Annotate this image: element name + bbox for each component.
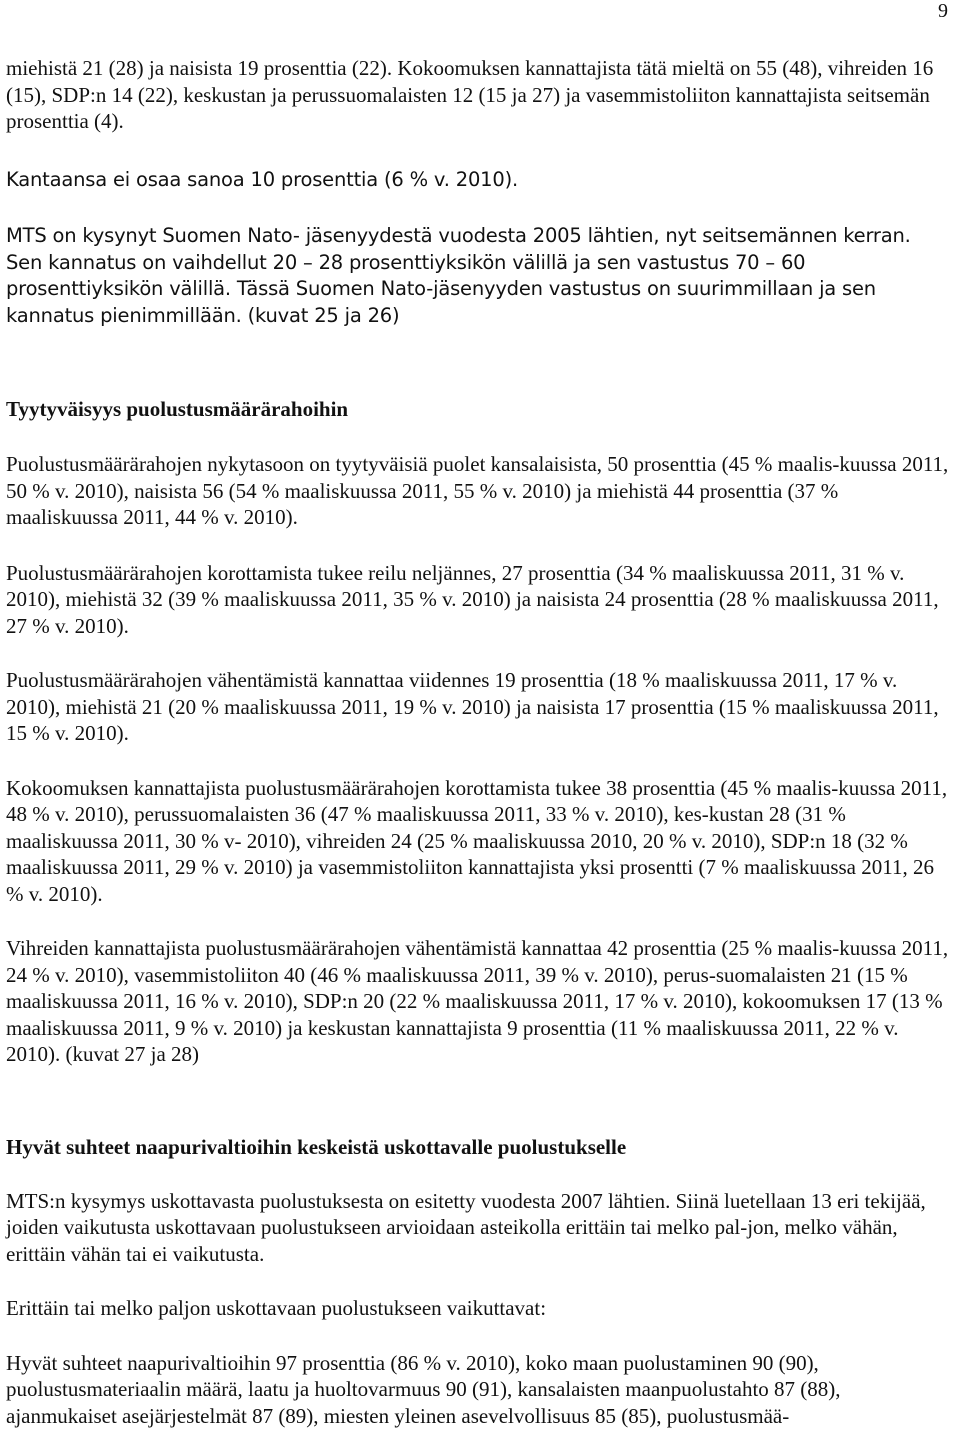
paragraph-10: Erittäin tai melko paljon uskottavaan puolustukseen vaikuttavat:	[6, 1296, 547, 1320]
paragraph-9: MTS:n kysymys uskottavasta puolustuksesta on esitetty vuodesta 2007 lähtien. Siinä luetellaan 13 eri tekijää, joiden vaikutusta uskottavaan puolustukseen arvioidaan asteikolla erittäin tai melko pal-jon, melko vähän, erittäin vähän tai ei vaikutusta.	[6, 1188, 926, 1266]
page-number: 9	[938, 0, 948, 22]
page-content	[6, 55, 950, 1429]
section-heading-1: Tyytyväisyys puolustusmäärärahoihin	[6, 397, 349, 421]
section-heading-2: Hyvät suhteet naapurivaltioihin keskeistä uskottavalle puolustukselle	[6, 1134, 627, 1159]
paragraph-3: MTS on kysynyt Suomen Nato- jäsenyydestä vuodesta 2005 lähtien, nyt seitsemännen kerran. Sen kannatus on vaihdellut 20 – 28 prosenttiyksikön välillä ja sen vastustus 70 – 60 prosenttiyksikön välillä. Tässä Suomen Nato-jäsenyyden vastustus on suurimmillaan ja sen kannatus pienimmillään. (kuvat 25 ja 26)	[6, 224, 911, 327]
paragraph-7: Kokoomuksen kannattajista puolustusmäärärahojen korottamista tukee 38 prosenttia (45 % maalis-kuussa 2011, 48 % v. 2010), perussuomalaisten 36 (47 % maaliskuussa 2011, 33 % v. 2010), kes-kustan 28 (31 % maaliskuussa 2011, 30 % v- 2010), vihreiden 24 (25 % maaliskuussa 2010, 20 % v. 2010), SDP:n 18 (32 % maaliskuussa 2011, 29 % v. 2010) ja vasemmistoliiton kannattajista yksi prosentti (7 % maaliskuussa 2011, 26 % v. 2010).	[6, 775, 948, 906]
paragraph-2: Kantaansa ei osaa sanoa 10 prosenttia (6 % v. 2010).	[6, 167, 518, 191]
paragraph-4: Puolustusmäärärahojen nykytasoon on tyytyväisiä puolet kansalaisista, 50 prosenttia (45 % maalis-kuussa 2011, 50 % v. 2010), naisista 56 (54 % maaliskuussa 2011, 55 % v. 2010) ja miehistä 44 prosenttia (37 % maaliskuussa 2011, 44 % v. 2010).	[6, 452, 949, 529]
paragraph-6: Puolustusmäärärahojen vähentämistä kannattaa viidennes 19 prosenttia (18 % maaliskuussa 2011, 17 % v. 2010), miehistä 21 (20 % maaliskuussa 2011, 19 % v. 2010) ja naisista 17 prosenttia (15 % maaliskuussa 2011, 15 % v. 2010).	[6, 668, 939, 745]
paragraph-8: Vihreiden kannattajista puolustusmäärärahojen vähentämistä kannattaa 42 prosenttia (25 % maalis-kuussa 2011, 24 % v. 2010), vasemmistoliiton 40 (46 % maaliskuussa 2011, 39 % v. 2010), perus-suomalaisten 21 (15 % maaliskuussa 2011, 16 % v. 2010), SDP:n 20 (22 % maaliskuussa 2011, 17 % v. 2010), kokoomuksen 17 (13 % maaliskuussa 2011, 9 % v. 2010) ja keskustan kannattajista 9 prosenttia (11 % maaliskuussa 2011, 22 % v. 2010). (kuvat 27 ja 28)	[6, 936, 949, 1066]
paragraph-5: Puolustusmäärärahojen korottamista tukee reilu neljännes, 27 prosenttia (34 % maaliskuussa 2011, 31 % v. 2010), miehistä 32 (39 % maaliskuussa 2011, 35 % v. 2010) ja naisista 24 prosenttia (28 % maaliskuussa 2011, 27 % v. 2010).	[6, 560, 939, 638]
paragraph-11: Hyvät suhteet naapurivaltioihin 97 prosenttia (86 % v. 2010), koko maan puolustaminen 90 (90), puolustusmateriaalin määrä, laatu ja huoltovarmuus 90 (91), kansalaisten maanpuolustahto 87 (88), ajanmukaiset asejärjestelmät 87 (89), miesten yleinen asevelvollisuus 85 (85), puolustusmää-	[6, 1350, 841, 1428]
paragraph-1: miehistä 21 (28) ja naisista 19 prosenttia (22). Kokoomuksen kannattajista tätä mieltä on 55 (48), vihreiden 16 (15), SDP:n 14 (22), keskustan ja perussuomalaisten 12 (15 ja 27) ja vasemmistoliiton kannattajista seitsemän prosenttia (4).	[6, 56, 934, 133]
